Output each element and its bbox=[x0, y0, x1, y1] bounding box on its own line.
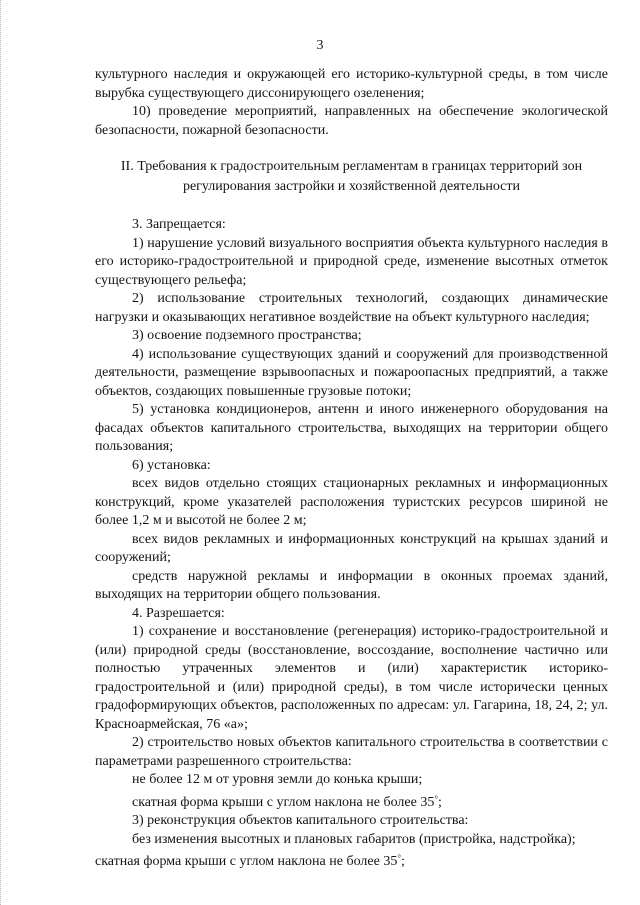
paragraph-end: ; bbox=[437, 794, 442, 810]
paragraph: не более 12 м от уровня земли до конька крыши; bbox=[132, 772, 423, 787]
paragraph bbox=[95, 849, 608, 872]
paragraph: 10) проведение мероприятий, направленных на обеспечение экологической безопасности, пожарной безопасности. bbox=[95, 104, 608, 138]
paragraph: 2) строительство новых объектов капитального строительства в соответствии с параметрами разрешенного строительства: bbox=[95, 735, 608, 769]
paragraph: 1) нарушение условий визуального восприятия объекта культурного наследия в его историко-градостроительной и природной среде, изменение высотных отметок существующего рельефа; bbox=[95, 235, 608, 288]
paragraph-end: ; bbox=[400, 854, 405, 869]
degree-mark: ° bbox=[397, 853, 401, 863]
paragraph-text: скатная форма крыши с углом наклона не более 35 bbox=[132, 794, 435, 810]
degree-mark: ° bbox=[434, 793, 438, 804]
section-heading-line: регулирования застройки и хозяйственной деятельности bbox=[182, 178, 521, 194]
paragraph: средств наружной рекламы и информации в оконных проемах зданий, выходящих на территории общего пользования. bbox=[95, 568, 608, 602]
paragraph-text: скатная форма крыши с углом наклона не более 35 bbox=[95, 854, 398, 869]
paragraph: всех видов отдельно стоящих стационарных рекламных и информационных конструкций, кроме указателей расположения туристских ресурсов шириной не более 1,2 м и высотой не более 2 м; bbox=[95, 476, 608, 528]
paragraph: 6) установка: bbox=[132, 457, 211, 473]
page-edge bbox=[0, 0, 3, 905]
section-heading bbox=[95, 157, 608, 196]
page-number: 3 bbox=[316, 38, 324, 53]
paragraph: 4) использование существующих зданий и сооружений для производственной деятельности, размещение взрывоопасных и пожароопасных предприятий, а также объектов, создающих повышенные грузовые потоки; bbox=[95, 346, 608, 399]
document-body bbox=[95, 66, 608, 872]
paragraph: 3. Запрещается: bbox=[132, 217, 226, 232]
paragraph: 5) установка кондиционеров, антенн и иного инженерного оборудования на фасадах объектов капитального строительства, выходящих на территории общего пользования; bbox=[95, 402, 608, 454]
paragraph: 3) освоение подземного пространства; bbox=[132, 328, 362, 343]
paragraph bbox=[95, 790, 608, 813]
paragraph: без изменения высотных и плановых габаритов (пристройка, надстройка); bbox=[132, 831, 576, 847]
section-heading-line: II. Требования к градостроительным регламентам в границах территорий зон bbox=[120, 159, 583, 174]
paragraph: всех видов рекламных и информационных конструкций на крышах зданий и сооружений; bbox=[95, 531, 608, 565]
paragraph: 3) реконструкция объектов капитального строительства: bbox=[132, 813, 469, 828]
paragraph: культурного наследия и окружающей его историко-культурной среды, в том числе вырубка существующего диссонирующего озеленения; bbox=[95, 67, 608, 101]
paragraph: 4. Разрешается: bbox=[132, 605, 225, 621]
paragraph: 2) использование строительных технологий, создающих динамические нагрузки и оказывающих негативное воздействие на объект культурного наследия; bbox=[95, 291, 608, 325]
paragraph: 1) сохранение и восстановление (регенерация) историко-градостроительной и (или) природной среды (восстановление, воссоздание, восполнение частично или полностью утраченных элементов и (или) характеристик историко-градостроительной и (или) природной среды), в том числе исторически ценных градоформирующих объектов, расположенных по адресам: ул. Гагарина, 18, 24, 2; ул. Красноармейская, 76 «а»; bbox=[95, 624, 608, 732]
